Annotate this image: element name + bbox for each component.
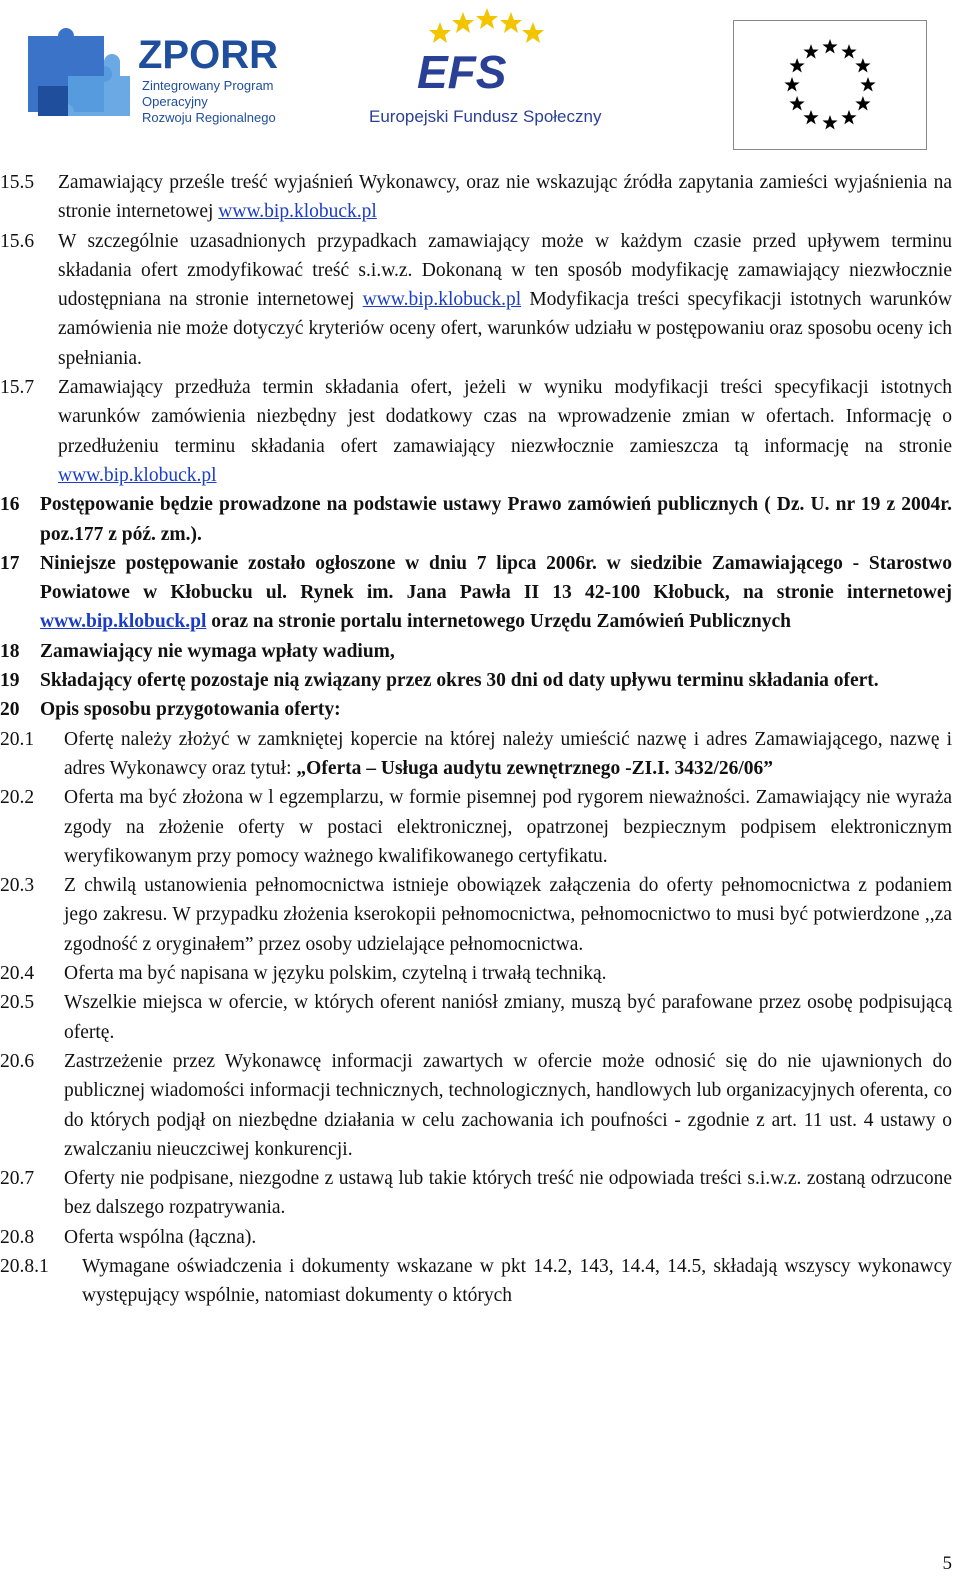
page-number: 5 [942, 1553, 952, 1574]
item-number: 20 [0, 699, 20, 721]
eu-star-icon [803, 44, 818, 59]
zporr-logo [8, 6, 308, 140]
item-number: 15.6 [0, 230, 35, 252]
item-text: Niniejsze postępowanie zostało ogłoszone w dniu 7 lipca 2006r. w siedzibie Zamawiającego - Starostwo Powiatowe w Kłobucku ul. Rynek im. Jana Pawła II 13 42-100 Kłobuck, na stronie internetowej [40, 552, 952, 604]
item-text: Wymagane oświadczenia i dokumenty wskazane w pkt 14.2, 143, 14.4, 14.5, składają wszyscy wykonawcy występujący wspólnie, natomiast dokumenty o których [82, 1255, 952, 1307]
section-20-1 [0, 725, 952, 784]
document-body [0, 168, 952, 1311]
bip-link[interactable]: www.bip.klobuck.pl [362, 289, 522, 311]
item-number: 16 [0, 494, 20, 516]
bip-link[interactable]: www.bip.klobuck.pl [218, 201, 377, 223]
eu-star-icon [841, 44, 856, 59]
section-15-7 [0, 373, 952, 490]
efs-title: EFS [417, 46, 507, 98]
zporr-title: ZPORR [138, 33, 278, 77]
item-text: Postępowanie będzie prowadzone na podstawie ustawy Prawo zamówień publicznych ( Dz. U. nr 19 z 2004r. poz.177 z póź. zm.). [40, 494, 952, 545]
eu-star-icon [822, 39, 837, 54]
zporr-sub1: Zintegrowany Program [142, 78, 274, 93]
section-20-7 [0, 1164, 952, 1223]
item-number: 20.6 [0, 1050, 35, 1072]
item-text-continued: Modyfikacja treści specyfikacji istotnych warunków zamówienia nie może dotyczyć kryteriów oceny ofert, warunków udziału w postępowaniu oraz sposobu oceny ich spełniania. [58, 289, 952, 369]
eu-star-icon [855, 58, 870, 73]
eu-star-icon [790, 58, 805, 73]
eu-star-icon [822, 115, 837, 130]
efs-logo [355, 2, 605, 132]
item-text-continued: oraz na stronie portalu internetowego Urzędu Zamówień Publicznych [206, 611, 791, 633]
zporr-sub3: Rozwoju Regionalnego [142, 110, 276, 125]
yellow-stars-icon [429, 8, 544, 43]
section-20-2 [0, 783, 952, 871]
efs-subtitle: Europejski Fundusz Społeczny [369, 107, 602, 126]
item-text: Z chwilą ustanowienia pełnomocnictwa istnieje obowiązek załączenia do oferty pełnomocnictwa z podaniem jego zakresu. W przypadku złożenia kserokopii pełnomocnictwa, pełnomocnictwo to musi być potwierdzone ,,za zgodność z oryginałem” przez osoby udzielające pełnomocnictwa. [64, 875, 952, 955]
eu-star-icon [855, 96, 870, 111]
eu-star-icon [841, 110, 856, 125]
item-number: 20.5 [0, 992, 35, 1014]
section-20-5 [0, 988, 952, 1047]
bip-link[interactable]: www.bip.klobuck.pl [40, 611, 207, 633]
puzzle-icon [28, 28, 130, 116]
section-15-5 [0, 168, 952, 227]
bip-link[interactable]: www.bip.klobuck.pl [58, 464, 217, 486]
item-number: 20.2 [0, 787, 35, 809]
item-number: 19 [0, 670, 20, 692]
item-number: 18 [0, 640, 20, 662]
section-17 [0, 549, 952, 637]
item-text: Zamawiający prześle treść wyjaśnień Wykonawcy, oraz nie wskazując źródła zapytania zamieści wyjaśnienia na stronie internetowej [58, 172, 952, 223]
item-text: Zamawiający przedłuża termin składania ofert, jeżeli w wyniku modyfikacji treści specyfikacji istotnych warunków zamówienia niezbędny jest dodatkowy czas na wprowadzenie zmian w ofertach. Informację o przedłużeniu terminu składania ofert zamawiający niezwłocznie zamieszcza tą informację na stronie [58, 377, 952, 457]
zporr-sub2: Operacyjny [142, 94, 208, 109]
item-number: 15.7 [0, 377, 35, 399]
item-text: Oferta ma być złożona w l egzemplarzu, w formie pisemnej pod rygorem nieważności. Zamawiający nie wyraża zgody na złożenie oferty w postaci elektronicznej, opatrzonej bezpiecznym podpisem elektronicznym weryfikowanym przy pomocy ważnego kwalifikowanego certyfikatu. [64, 787, 952, 867]
item-text: W szczególnie uzasadnionych przypadkach zamawiający może w każdym czasie przed upływem terminu składania ofert zmodyfikować treść s.i.w.z. Dokonaną w ten sposób modyfikację zamawiający niezwłocznie udostępniana na stronie internetowej [58, 230, 952, 311]
section-20 [0, 695, 952, 724]
item-text: Składający ofertę pozostaje nią związany przez okres 30 dni od daty upływu terminu składania ofert. [40, 670, 879, 692]
section-16 [0, 490, 952, 549]
item-number: 20.4 [0, 963, 35, 985]
section-20-4 [0, 959, 952, 988]
eu-star-icon [790, 96, 805, 111]
item-text: Zastrzeżenie przez Wykonawcę informacji zawartych w ofercie może odnosić się do nie ujawnionych do publicznej wiadomości informacji technicznych, technologicznych, handlowych lub organizacyjnych oferenta, co do których podjął on niezbędne działania w celu zachowania ich poufności - zgodnie z art. 11 ust. 4 ustawy o zwalczaniu nieuczciwej konkurencji. [64, 1050, 952, 1160]
item-text: Oferty nie podpisane, niezgodne z ustawą lub takie których treść nie odpowiada treści s.i.w.z. zostaną odrzucone bez dalszego rozpatrywania. [64, 1168, 952, 1219]
eu-star-icon [803, 110, 818, 125]
item-number: 17 [0, 552, 20, 574]
item-number: 20.3 [0, 875, 35, 897]
item-text: Zamawiający nie wymaga wpłaty wadium, [40, 640, 395, 662]
item-text: Oferta wspólna (łączna). [64, 1226, 257, 1248]
section-15-6 [0, 227, 952, 373]
item-text: Oferta ma być napisana w języku polskim, czytelną i trwałą techniką. [64, 963, 607, 985]
section-20-8-1 [0, 1252, 952, 1311]
item-text: Ofertę należy złożyć w zamkniętej kopercie na której należy umieścić nazwę i adres Zamawiającego, nazwę i adres Wykonawcy oraz tytuł: [64, 728, 952, 779]
item-number: 15.5 [0, 172, 35, 193]
eu-star-icon [784, 77, 799, 92]
section-20-6 [0, 1047, 952, 1164]
header-logos [0, 0, 960, 150]
section-20-3 [0, 871, 952, 959]
item-number: 20.1 [0, 728, 35, 750]
item-number: 20.8.1 [0, 1255, 49, 1277]
section-18 [0, 637, 952, 666]
section-19 [0, 666, 952, 695]
section-20-8 [0, 1223, 952, 1252]
item-number: 20.8 [0, 1226, 35, 1248]
eu-flag-icon [733, 20, 927, 150]
item-text: Wszelkie miejsca w ofercie, w których oferent naniósł zmiany, muszą być parafowane przez osobę podpisującą ofertę. [64, 992, 952, 1043]
item-text: Opis sposobu przygotowania oferty: [40, 699, 341, 721]
offer-title: „Oferta – Usługa audytu zewnętrznego -ZI.I. 3432/26/06” [296, 757, 774, 779]
item-number: 20.7 [0, 1168, 35, 1190]
eu-star-icon [860, 77, 875, 92]
